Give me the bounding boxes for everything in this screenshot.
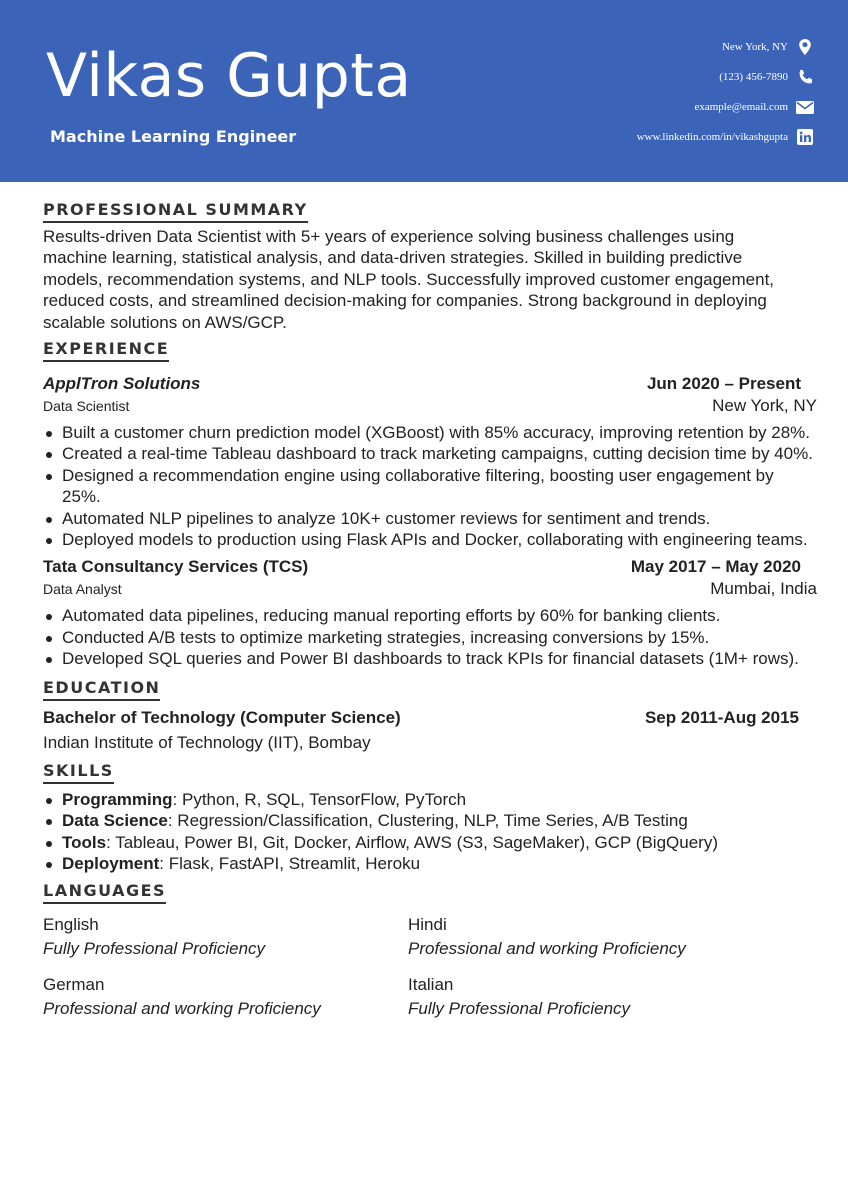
language-level: Fully Professional Proficiency — [408, 999, 631, 1019]
job-dates: May 2017 – May 2020 — [630, 557, 801, 577]
email-icon — [796, 98, 814, 116]
contact-email — [414, 96, 814, 118]
language-entry — [43, 974, 408, 1020]
resume-header — [0, 0, 848, 182]
job-location: Mumbai, India — [710, 579, 817, 599]
language-entry — [408, 974, 773, 1020]
skill-values: : Flask, FastAPI, Streamlit, Heroku — [159, 853, 421, 873]
contact-linkedin-text: www.linkedin.com/in/vikashgupta — [636, 131, 788, 143]
contact-phone-text: (123) 456-7890 — [719, 71, 788, 83]
education-degree: Bachelor of Technology (Computer Science) — [43, 707, 401, 727]
language-entry — [43, 914, 408, 960]
skills-heading: SKILLS — [43, 761, 114, 784]
language-name: Hindi — [408, 915, 447, 935]
list-item — [43, 853, 813, 874]
job-role: Data Scientist — [43, 398, 130, 415]
skill-category: Programming — [62, 789, 173, 809]
job-company: ApplTron Solutions — [43, 374, 201, 394]
summary-section — [43, 200, 813, 333]
list-item: Deployed models to production using Flask APIs and Docker, collaborating with engineering teams. — [43, 529, 813, 550]
contact-location-text: New York, NY — [721, 41, 788, 53]
skills-list — [43, 789, 813, 875]
language-name: German — [43, 975, 105, 995]
summary-heading: PROFESSIONAL SUMMARY — [43, 200, 308, 223]
skill-values: : Python, R, SQL, TensorFlow, PyTorch — [172, 789, 467, 809]
linkedin-icon — [796, 128, 814, 146]
job-header-row — [43, 557, 813, 577]
languages-section — [43, 881, 813, 1020]
experience-heading: EXPERIENCE — [43, 339, 169, 362]
language-level: Professional and working Proficiency — [408, 939, 686, 959]
skill-category: Tools — [62, 832, 107, 852]
job-company: Tata Consultancy Services (TCS) — [43, 557, 309, 577]
languages-heading: LANGUAGES — [43, 881, 166, 904]
language-level: Fully Professional Proficiency — [43, 939, 266, 959]
job-bullets — [43, 605, 813, 669]
skill-values: : Tableau, Power BI, Git, Docker, Airflow, AWS (S3, SageMaker), GCP (BigQuery) — [106, 832, 718, 852]
job-header-row — [43, 374, 813, 394]
language-entry — [408, 914, 773, 960]
education-heading: EDUCATION — [43, 678, 160, 701]
list-item: Automated NLP pipelines to analyze 10K+ customer reviews for sentiment and trends. — [43, 508, 813, 529]
job-role: Data Analyst — [43, 581, 122, 598]
contact-linkedin — [414, 126, 814, 148]
list-item — [43, 810, 813, 831]
education-header-row — [43, 708, 813, 728]
summary-text: Results-driven Data Scientist with 5+ years of experience solving business challenges using machine learning, statistical analysis, and data-driven strategies. Skilled in building predictive models, recommendation systems, and NLP tools. Successfully improved customer engagement, reduced costs, and streamlined decision-making for companies. Strong background in deploying scalable solutions on AWS/GCP. — [43, 227, 775, 332]
location-pin-icon — [796, 38, 814, 56]
candidate-title: Machine Learning Engineer — [50, 127, 297, 146]
job-entry — [43, 374, 817, 550]
skill-category: Data Science — [62, 811, 168, 831]
resume-body — [43, 200, 817, 1020]
phone-icon — [796, 68, 814, 86]
list-item: Conducted A/B tests to optimize marketing strategies, increasing conversions by 15%. — [43, 627, 813, 648]
contact-location — [414, 36, 814, 58]
candidate-name: Vikas Gupta — [46, 41, 412, 111]
list-item: Designed a recommendation engine using collaborative filtering, boosting user engagement by 25%. — [43, 465, 813, 508]
education-dates: Sep 2011-Aug 2015 — [644, 707, 799, 727]
list-item: Built a customer churn prediction model (XGBoost) with 85% accuracy, improving retention by 28%. — [43, 422, 813, 443]
language-name: English — [43, 915, 99, 935]
contact-email-text: example@email.com — [694, 101, 788, 113]
experience-section — [43, 339, 817, 670]
job-location: New York, NY — [712, 396, 817, 416]
job-entry — [43, 557, 817, 669]
list-item: Developed SQL queries and Power BI dashboards to track KPIs for financial datasets (1M+ rows). — [43, 648, 813, 669]
language-name: Italian — [408, 975, 454, 995]
list-item: Automated data pipelines, reducing manual reporting efforts by 60% for banking clients. — [43, 605, 813, 626]
skill-values: : Regression/Classification, Clustering, NLP, Time Series, A/B Testing — [167, 811, 688, 831]
education-section — [43, 678, 813, 753]
language-level: Professional and working Proficiency — [43, 999, 321, 1019]
languages-grid — [43, 914, 813, 1020]
list-item — [43, 789, 813, 810]
contact-phone — [414, 66, 814, 88]
list-item: Created a real-time Tableau dashboard to track marketing campaigns, cutting decision time by 40%. — [43, 443, 813, 464]
education-school: Indian Institute of Technology (IIT), Bombay — [43, 732, 371, 752]
job-bullets — [43, 422, 813, 550]
job-dates: Jun 2020 – Present — [646, 374, 801, 394]
list-item — [43, 832, 813, 853]
skill-category: Deployment — [62, 853, 160, 873]
job-subheader-row — [43, 396, 817, 416]
job-subheader-row — [43, 579, 817, 599]
contact-info — [414, 36, 814, 156]
skills-section — [43, 761, 813, 875]
